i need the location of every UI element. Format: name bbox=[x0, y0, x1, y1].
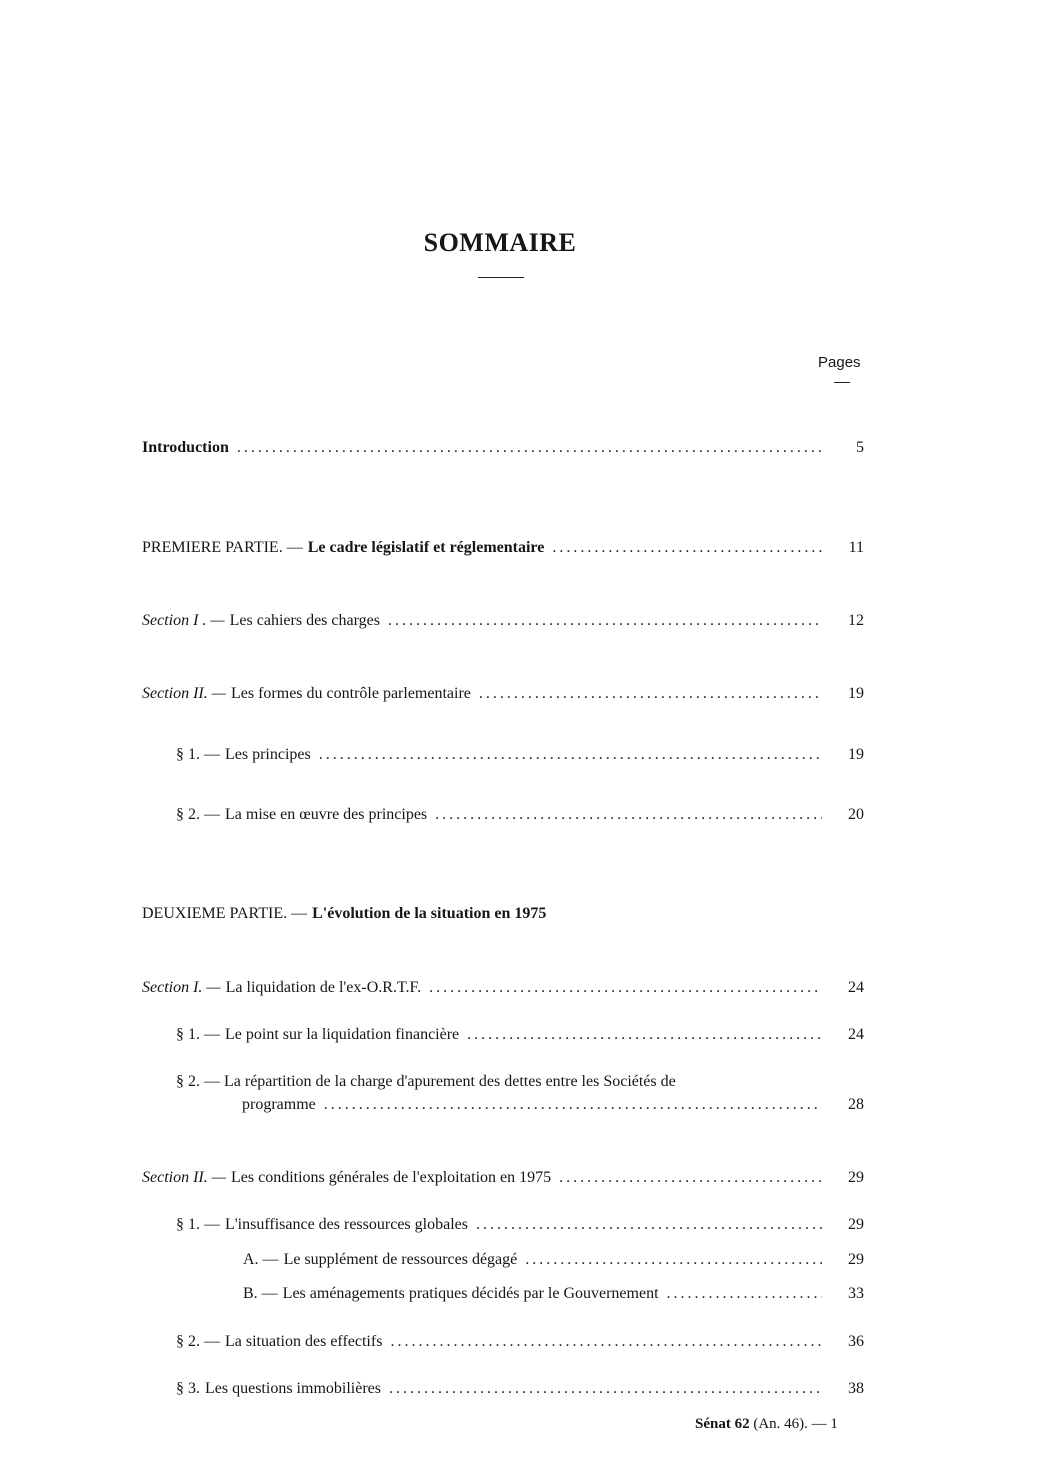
toc-entry-deuxieme-partie[interactable] bbox=[142, 903, 864, 925]
toc-entry-prefix: § 2. — bbox=[176, 806, 220, 823]
dot-leader bbox=[388, 610, 822, 632]
toc-entry-prefix: § 1. — bbox=[176, 746, 220, 763]
page-footer bbox=[695, 1416, 838, 1433]
toc-page-number: 36 bbox=[848, 1333, 864, 1350]
title-underline bbox=[478, 277, 524, 278]
toc-entry-label: Les aménagements pratiques décidés par le Gouvernement bbox=[282, 1285, 659, 1302]
dot-leader bbox=[559, 1167, 822, 1189]
dot-leader bbox=[667, 1283, 822, 1305]
toc-entry-prefix: § 3. bbox=[176, 1380, 200, 1397]
toc-entry-prefix: DEUXIEME PARTIE. — bbox=[142, 905, 308, 922]
toc-page-number: 24 bbox=[848, 979, 864, 996]
toc-entry-label: Les questions immobilières bbox=[205, 1380, 381, 1397]
toc-entry-introduction[interactable] bbox=[142, 437, 864, 459]
dot-leader bbox=[319, 744, 822, 766]
dot-leader bbox=[467, 1024, 822, 1046]
dot-leader bbox=[429, 977, 822, 999]
toc-entry-paragraph-3-immobilieres[interactable] bbox=[176, 1378, 864, 1400]
toc-entry-section-2-conditions[interactable] bbox=[142, 1167, 864, 1189]
toc-page-number: 29 bbox=[848, 1251, 864, 1268]
toc-entry-paragraph-2-mise-en-oeuvre[interactable] bbox=[176, 804, 864, 826]
toc-entry-paragraph-1-liquidation-financiere[interactable] bbox=[176, 1024, 864, 1046]
toc-entry-label: Le supplément de ressources dégagé bbox=[283, 1251, 518, 1268]
toc-entry-sub-a-supplement[interactable] bbox=[243, 1249, 864, 1271]
footer-reference: (An. 46). — 1 bbox=[753, 1416, 838, 1432]
toc-entry-section-2-controle[interactable] bbox=[142, 683, 864, 705]
toc-entry-label: Le cadre législatif et réglementaire bbox=[307, 539, 545, 556]
toc-page-number: 38 bbox=[848, 1380, 864, 1397]
toc-entry-sub-b-amenagements[interactable] bbox=[243, 1283, 864, 1305]
dot-leader bbox=[324, 1094, 822, 1116]
toc-entry-label: La mise en œuvre des principes bbox=[225, 806, 428, 823]
toc-entry-label: La liquidation de l'ex-O.R.T.F. bbox=[225, 979, 422, 996]
toc-entry-label: Les conditions générales de l'exploitation en 1975 bbox=[230, 1169, 552, 1186]
dot-leader bbox=[435, 804, 822, 826]
toc-entry-prefix: A. — bbox=[243, 1251, 279, 1268]
toc-entry-prefix: § 2. — bbox=[176, 1333, 220, 1350]
dot-leader bbox=[552, 537, 822, 559]
pages-header-underline bbox=[834, 382, 850, 383]
toc-entry-label: La répartition de la charge d'apurement des dettes entre les Sociétés de bbox=[224, 1073, 676, 1090]
toc-entry-prefix: § 2. — bbox=[176, 1073, 220, 1090]
toc-entry-label: L'insuffisance des ressources globales bbox=[225, 1216, 468, 1233]
toc-page-number: 20 bbox=[848, 806, 864, 823]
toc-entry-paragraph-1-insuffisance[interactable] bbox=[176, 1214, 864, 1236]
footer-senat-number: Sénat 62 bbox=[695, 1416, 750, 1432]
toc-entry-prefix: § 1. — bbox=[176, 1216, 220, 1233]
toc-page-number: 28 bbox=[848, 1096, 864, 1113]
toc-entry-label: Les principes bbox=[225, 746, 311, 763]
toc-entry-label: La situation des effectifs bbox=[225, 1333, 383, 1350]
dot-leader bbox=[237, 437, 822, 459]
dot-leader bbox=[390, 1331, 822, 1353]
toc-entry-section-1-liquidation[interactable] bbox=[142, 977, 864, 999]
toc-entry-label: Les cahiers des charges bbox=[229, 612, 380, 629]
pages-column-header: Pages bbox=[818, 354, 861, 371]
dot-leader bbox=[389, 1378, 822, 1400]
toc-page-number: 12 bbox=[848, 612, 864, 629]
page-title: SOMMAIRE bbox=[423, 228, 577, 257]
dot-leader bbox=[525, 1249, 822, 1271]
toc-page-number: 19 bbox=[848, 746, 864, 763]
toc-page-number: 5 bbox=[856, 439, 864, 456]
toc-entry-prefix: § 1. — bbox=[176, 1026, 220, 1043]
toc-entry-paragraph-1-principes[interactable] bbox=[176, 744, 864, 766]
toc-entry-label: Introduction bbox=[142, 439, 229, 456]
toc-page-number: 29 bbox=[848, 1169, 864, 1186]
toc-entry-paragraph-2-effectifs[interactable] bbox=[176, 1331, 864, 1353]
toc-entry-label-continuation: programme bbox=[242, 1096, 316, 1113]
dot-leader bbox=[476, 1214, 822, 1236]
toc-entry-label: L'évolution de la situation en 1975 bbox=[312, 905, 547, 922]
toc-page-number: 19 bbox=[848, 685, 864, 702]
toc-entry-prefix: Section II. — bbox=[142, 1169, 226, 1186]
toc-page-number: 29 bbox=[848, 1216, 864, 1233]
toc-entry-prefix: Section I. — bbox=[142, 979, 221, 996]
toc-entry-paragraph-2-repartition-line2[interactable] bbox=[242, 1094, 864, 1116]
dot-leader bbox=[479, 683, 822, 705]
toc-entry-prefix: Section II. — bbox=[142, 685, 226, 702]
toc-entry-prefix: Section I . — bbox=[142, 612, 225, 629]
toc-entry-prefix: B. — bbox=[243, 1285, 278, 1302]
toc-entry-premiere-partie[interactable] bbox=[142, 537, 864, 559]
toc-entry-section-1-cahiers[interactable] bbox=[142, 610, 864, 632]
toc-entry-prefix: PREMIERE PARTIE. — bbox=[142, 539, 303, 556]
toc-entry-paragraph-2-repartition-line1[interactable] bbox=[176, 1071, 864, 1093]
toc-entry-label: Les formes du contrôle parlementaire bbox=[230, 685, 471, 702]
toc-entry-label: Le point sur la liquidation financière bbox=[225, 1026, 460, 1043]
toc-page-number: 33 bbox=[848, 1285, 864, 1302]
toc-page-number: 11 bbox=[848, 539, 864, 556]
toc-page-number: 24 bbox=[848, 1026, 864, 1043]
